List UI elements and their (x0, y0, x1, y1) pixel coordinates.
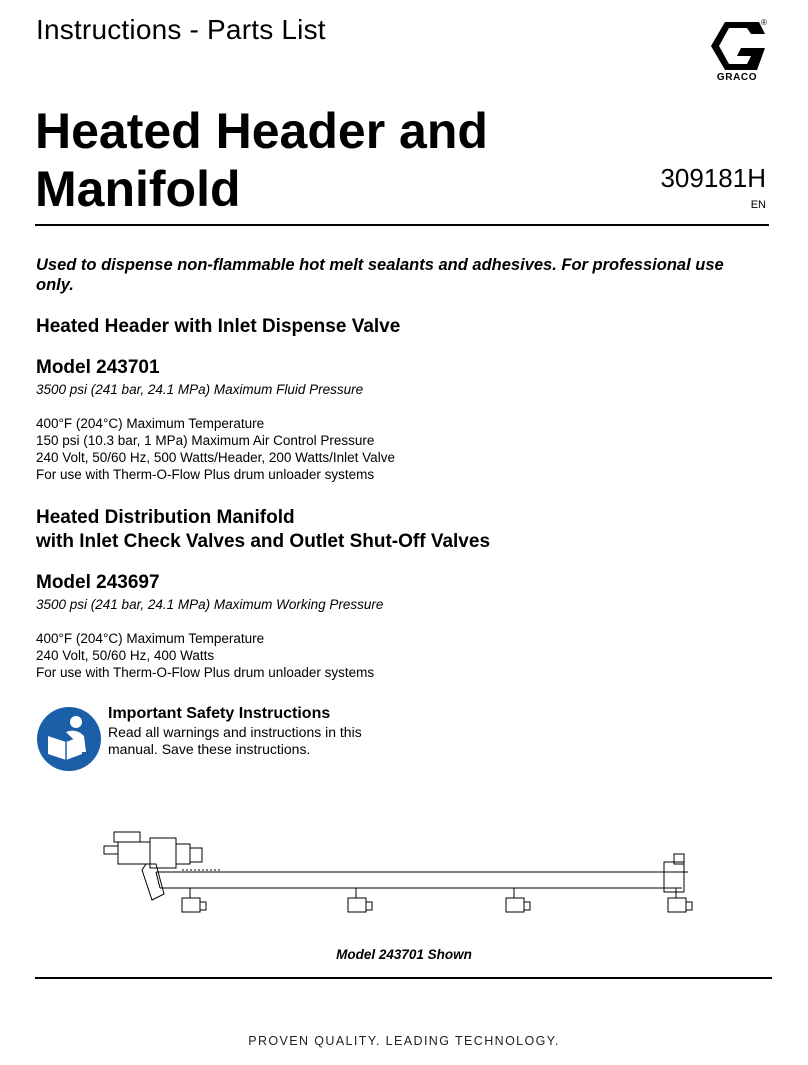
title-line-1: Heated Header and (35, 103, 488, 159)
spec-line: 240 Volt, 50/60 Hz, 400 Watts (36, 648, 215, 663)
graco-logo-icon (707, 20, 767, 72)
spec-line: For use with Therm-O-Flow Plus drum unloader systems (36, 665, 375, 680)
spec-line: For use with Therm-O-Flow Plus drum unloader systems (36, 467, 375, 482)
safety-title: Important Safety Instructions (108, 705, 331, 722)
document-number: 309181H (660, 163, 766, 193)
title-line-2: Manifold (35, 161, 241, 217)
product-2-specs (36, 630, 374, 681)
product-2-pressure: 3500 psi (241 bar, 24.1 MPa) Maximum Working Pressure (36, 597, 384, 612)
product-2-heading-line-2: with Inlet Check Valves and Outlet Shut-Off Valves (36, 531, 491, 552)
spec-line: 240 Volt, 50/60 Hz, 500 Watts/Header, 200 Watts/Inlet Valve (36, 450, 395, 465)
product-1-pressure: 3500 psi (241 bar, 24.1 MPa) Maximum Fluid Pressure (36, 382, 364, 397)
safety-text (108, 724, 388, 758)
page-title (35, 102, 595, 218)
product-1-model: Model 243701 (36, 357, 160, 378)
graco-logo (707, 20, 767, 88)
brand-name: GRACO (716, 72, 758, 83)
tagline: PROVEN QUALITY. LEADING TECHNOLOGY. (248, 1034, 560, 1048)
product-drawing (90, 826, 710, 928)
safety-line-2: manual. Save these instructions. (108, 741, 311, 757)
spec-line: 400°F (204°C) Maximum Temperature (36, 631, 265, 646)
bottom-divider (35, 977, 772, 979)
spec-line: 400°F (204°C) Maximum Temperature (36, 416, 265, 431)
product-1-specs (36, 415, 395, 483)
document-type: Instructions - Parts List (36, 14, 326, 45)
read-manual-icon (36, 706, 102, 772)
figure-caption: Model 243701 Shown (336, 947, 472, 962)
registered-mark: ® (761, 18, 767, 27)
top-divider (35, 224, 769, 226)
usage-statement: Used to dispense non-flammable hot melt sealants and adhesives. For professional use only. (36, 256, 724, 294)
product-1-heading: Heated Header with Inlet Dispense Valve (36, 316, 401, 337)
spec-line: 150 psi (10.3 bar, 1 MPa) Maximum Air Control Pressure (36, 433, 375, 448)
product-2-model: Model 243697 (36, 572, 160, 593)
safety-line-1: Read all warnings and instructions in this (108, 724, 362, 740)
language-code: EN (750, 199, 766, 211)
product-2-heading: Heated Distribution Manifold (36, 507, 295, 528)
